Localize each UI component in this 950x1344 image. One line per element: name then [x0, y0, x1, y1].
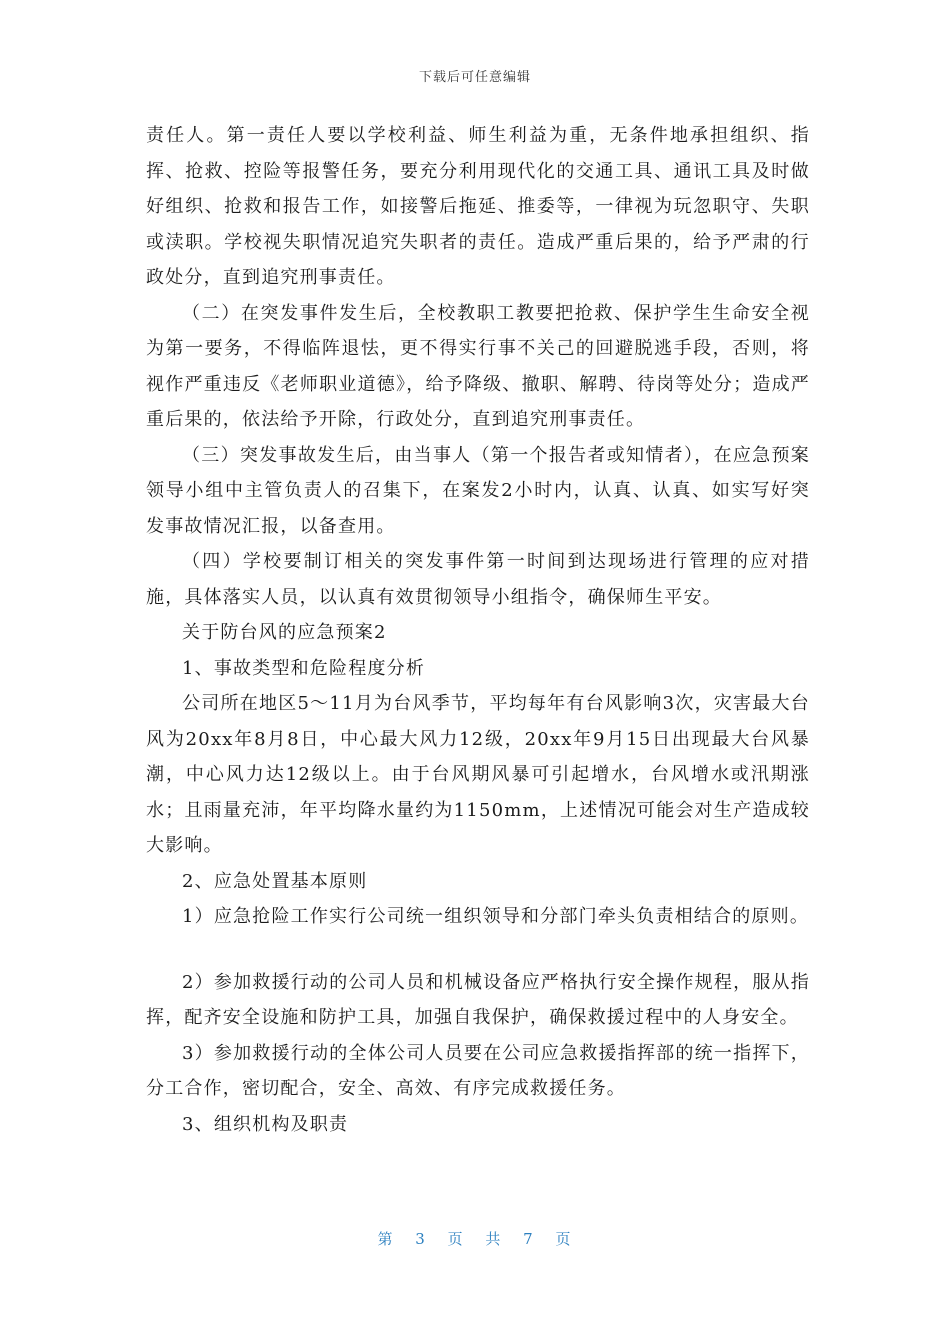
- paragraph-item-4: （四）学校要制订相关的突发事件第一时间到达现场进行管理的应对措施，具体落实人员，以认真有效贯彻领导小组指令，确保师生平安。: [146, 551, 810, 608]
- document-body: [146, 118, 810, 1142]
- paragraph-item-2: （二）在突发事件发生后，全校教职工教要把抢救、保护学生生命安全视为第一要务，不得临阵退怯，更不得实行事不关己的回避脱逃手段，否则，将视作严重违反《老师职业道德》，给予降级、撤职、解聘、待岗等处分；造成严重后果的，依法给予开除，行政处分，直到追究刑事责任。: [146, 302, 810, 430]
- page-header-note: 下载后可任意编辑: [418, 70, 531, 85]
- page-number-footer: 第 3 页 共 7 页: [377, 1230, 573, 1248]
- principle-1: 1）应急抢险工作实行公司统一组织领导和分部门牵头负责相结合的原则。: [182, 906, 810, 927]
- heading-basic-principles: 2、应急处置基本原则: [182, 870, 368, 892]
- heading-accident-type: 1、事故类型和危险程度分析: [182, 657, 426, 679]
- principle-3: 3）参加救援行动的全体公司人员要在公司应急救援指挥部的统一指挥下，分工合作，密切配合，安全、高效、有序完成救援任务。: [146, 1042, 810, 1099]
- paragraph-typhoon-analysis: 公司所在地区5～11月为台风季节，平均每年有台风影响3次，灾害最大台风为20xx年8月8日，中心最大风力12级，20xx年9月15日出现最大台风暴潮，中心风力达12级以上。由于台风期风暴可引起增水，台风增水或汛期涨水；且雨量充沛，年平均降水量约为1150mm，上述情况可能会对生产造成较大影响。: [146, 693, 810, 856]
- paragraph-responsibility: 责任人。第一责任人要以学校利益、师生利益为重，无条件地承担组织、指挥、抢救、控险等报警任务，要充分利用现代化的交通工具、通讯工具及时做好组织、抢救和报告工作，如接警后拖延、推委等，一律视为玩忽职守、失职或渎职。学校视失职情况追究失职者的责任。造成严重后果的，给予严肃的行政处分，直到追究刑事责任。: [146, 125, 810, 288]
- paragraph-item-3: （三）突发事故发生后，由当事人（第一个报告者或知情者），在应急预案领导小组中主管负责人的召集下，在案发2小时内，认真、认真、如实写好突发事故情况汇报，以备查用。: [146, 444, 810, 537]
- heading-organization: 3、组织机构及职责: [182, 1113, 349, 1135]
- section-title: 关于防台风的应急预案2: [182, 622, 387, 643]
- principle-2: 2）参加救援行动的公司人员和机械设备应严格执行安全操作规程，服从指挥，配齐安全设施和防护工具，加强自我保护，确保救援过程中的人身安全。: [146, 971, 810, 1028]
